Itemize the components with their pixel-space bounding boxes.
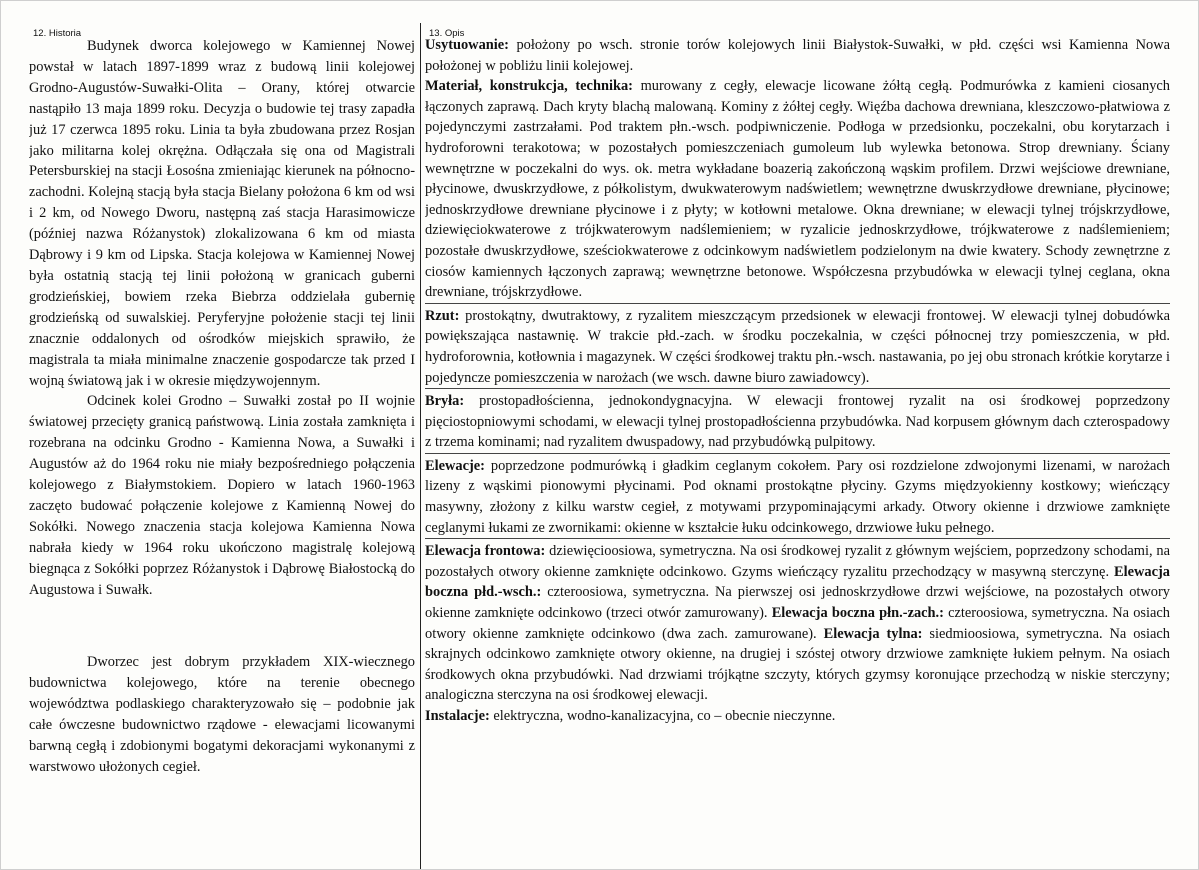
text-side-elevation-se: czteroosiowa, symetryczna. Na pierwszej osi jednoskrzydłowe drzwi wejściowe, na pozostałych otwory okienne zamknięte odcinkowo (trzeci otwór zamurowany). — [425, 584, 1170, 622]
text-side-elevation-nw: czteroosiowa, symetryczna. Na osiach otwory okienne zamknięte odcinkowo (dwa zach. zamurowane). — [425, 605, 1170, 642]
description-siting — [425, 35, 1170, 76]
text-material: murowany z cegły, elewacje licowane żółtą cegłą. Podmurówka z kamieni ciosanych łączonych zaprawą. Dach kryty blachą malowaną. Kominy z żółtej cegły. Więźba dachowa drewniana, kleszczowo-płatwiowa z pojedynczymi zastrzałami. Pod traktem płn.-wsch. podpiwniczenie. Podłoga w przedsionku, poczekalni, obu korytarzach i hydroforowni terakotowa; w pozostałych pomieszczeniach gumoleum lub wylewka betonowa. Strop drewniany. Ściany wewnętrzne w poczekalni do wys. ok. metra wykładane boazerią zakończoną wąskim profilem. Drzwi wejściowe drewniane, płycinowe, dwuskrzydłowe, z półkolistym, dwukwaterowym nadświetlem; wewnętrzne dwuskrzydłowe drewniane, płycinowe; jednoskrzydłowe drewniane płycinowe i z płyty; w kotłowni metalowe. Okna drewniane; w elewacji tylnej trójskrzydłowe, dziewięciokwaterowe z trójkwaterowym nadślemieniem; w ryzalicie jednoskrzydłowe, trójkwaterowe z nadślemieniem; pozostałe dwuskrzydłowe, sześciokwaterowe z odcinkowym nadświetlem podzielonym na dwie kwatery. Schody zewnętrzne z ciosów kamiennych łączonych zaprawą; wewnętrzne betonowe. Współczesna przybudówka w elewacji tylnej ceglana, okna drewniane, trójskrzydłowe. — [425, 78, 1170, 301]
heading-front-elevation: Elewacja frontowa: — [425, 543, 546, 560]
description-elevations — [425, 453, 1170, 538]
heading-material: Materiał, konstrukcja, technika: — [425, 78, 633, 95]
text-siting: położony po wsch. stronie torów kolejowych linii Białystok-Suwałki, w płd. części wsi Kamienna Nowa położonej w pobliżu linii kolejowej. — [425, 37, 1170, 74]
section-label-description: 13. Opis — [429, 28, 465, 39]
heading-installations: Instalacje: — [425, 708, 490, 724]
history-text — [29, 36, 415, 778]
heading-mass: Bryła: — [425, 393, 465, 410]
column-divider — [420, 23, 421, 869]
text-elevations: poprzedzone podmurówką i gładkim ceglanym cokołem. Pary osi rozdzielone zdwojonymi lizenami, w narożach lizeny z wąskimi pionowymi płycinami. Pod oknami prostokątne płyciny. Gzyms międzyokienny kostkowy; wieńczący masywny, złożony z kilku warstw cegieł, z motywami przypominającymi arkady. Otwory okienne i drzwiowe zamknięte ceglanymi łukami ze zwornikami: okienne w kształcie łuku odcinkowego, drzwiowe łuku pełnego. — [425, 457, 1170, 536]
description-plan — [425, 303, 1170, 388]
heading-side-elevation-nw: Elewacja boczna płn.-zach.: — [771, 605, 944, 622]
description-elevation-details — [425, 538, 1170, 706]
description-material — [425, 76, 1170, 303]
heading-rear-elevation: Elewacja tylna: — [823, 625, 923, 642]
description-mass — [425, 388, 1170, 453]
history-paragraph: Dworzec jest dobrym przykładem XIX-wiecznego budownictwa kolejowego, które na terenie obecnego województwa podlaskiego charakteryzowało się – podobnie jak całe ówczesne budownictwo rządowe - elewacjami licowanymi barwną cegłą i zdobionymi bogatymi dekoracjami wykonanymi z warstwowo ułożonych cegieł. — [29, 654, 415, 775]
section-label-history: 12. Historia — [33, 28, 82, 39]
text-installations: elektryczna, wodno-kanalizacyjna, co – obecnie nieczynne. — [489, 708, 836, 724]
heading-side-elevation-se: Elewacja boczna płd.-wsch.: — [425, 563, 1170, 601]
heading-siting: Usytuowanie: — [425, 37, 509, 53]
history-paragraph: Budynek dworca kolejowego w Kamiennej Nowej powstał w latach 1897-1899 wraz z budową linii kolejowej Grodno-Augustów-Suwałki-Olita – Orany, której otwarcie nastąpiło 13 maja 1899 roku. Decyzja o budowie tej trasy zapadła już 17 czerwca 1895 roku. Linia ta była zbudowana przez Rosjan jako militarna kolej okrężna. Odłączała się ona od Magistrali Petersburskiej na stacji Łosośna zmieniając kierunek na północno-zachodni. Kolejną stacją była stacja Bielany położona 6 km od wsi i 2 km, od Nowego Dworu, następną zaś stacja Harasimowicze (później nazwa Różanystok) zlokalizowana 6 km od miasta Dąbrowy i 9 km od Lipska. Stacja kolejowa w Kamiennej Nowej była ostatnią stacją tej linii położoną w granicach guberni grodzieńskiej, bowiem rzeka Biebrza oddzielała gubernię grodzieńską od suwalskiej. Peryferyjne położenie stacji tej linii znacznie oddalonych od ośrodków miejskich sprawiło, że magistrala ta miała minimalne znaczenie gospodarcze tak przed I wojną światową jak i w okresie międzywojennym. — [29, 38, 415, 389]
history-paragraph: Odcinek kolei Grodno – Suwałki został po II wojnie światowej przecięty granicą państwową. Linia została zamknięta i rozebrana na odcinku Grodno - Kamienna Nowa, a Suwałki i Augustów aż do 1964 roku nie miały bezpośredniego połączenia kolejowego z Białymstokiem. Dopiero w latach 1960-1963 zaczęto budować połączenie kolejowe z Kamienną Nowej do Sokółki. Nowego znaczenia stacja kolejowa Kamienna Nowa nabrała kiedy w 1964 roku ukończono magistralę kolejową biegnąca z Sokółki poprzez Różanystok i Dąbrowę Białostocką do Augustowa i Suwałk. — [29, 393, 415, 598]
description-installations — [425, 706, 1170, 727]
text-plan: prostokątny, dwutraktowy, z ryzalitem mieszczącym przedsionek w elewacji frontowej. W elewacji tylnej dobudówka powiększająca nastawnię. W trakcie płd.-zach. w środku poczekalnia, w części północnej trzy pomieszczenia, w płd. hydroforownia, kotłownia i magazynek. W części środkowej traktu płn.-wsch. nastawania, po jej obu stronach krótkie korytarze i pojedyncze pomieszczenia w narożach (we wsch. dawne biuro zawiadowcy). — [425, 307, 1170, 386]
description-column — [425, 23, 1170, 869]
history-column — [29, 23, 419, 869]
description-text — [425, 35, 1170, 727]
text-mass: prostopadłościenna, jednokondygnacyjna. W elewacji frontowej ryzalit na osi środkowej poprzedzony pięciostopniowymi schodami, w elewacji tylnej prostopadłościenna przybudówka. Nad korpusem głównym dach czterospadowy z trzema kominami; nad ryzalitem dwuspadowy, nad przybudówką pulpitowy. — [425, 393, 1170, 451]
text-rear-elevation: siedmioosiowa, symetryczna. Na osiach skrajnych odcinkowo zamknięte otwory okienne, na drugiej i szóstej otwory drzwiowe zamknięte łukiem pełnym. Na osiach środkowych okna przybudówki. Nad drzwiami trójkątne szczyty, których gzymsy koronujące przechodzą w niskie sterczyny; analogiczna sterczyna na osi środkowej elewacji. — [425, 625, 1170, 704]
heading-elevations: Elewacje: — [425, 457, 485, 474]
text-front-elevation: dziewięcioosiowa, symetryczna. Na osi środkowej ryzalit z głównym wejściem, poprzedzony schodami, na pozostałych otwory okienne zamknięte odcinkowo. Gzyms wieńczący ryzalitu przechodzący w masywną sterczynę. — [425, 543, 1170, 580]
heading-plan: Rzut: — [425, 307, 460, 324]
